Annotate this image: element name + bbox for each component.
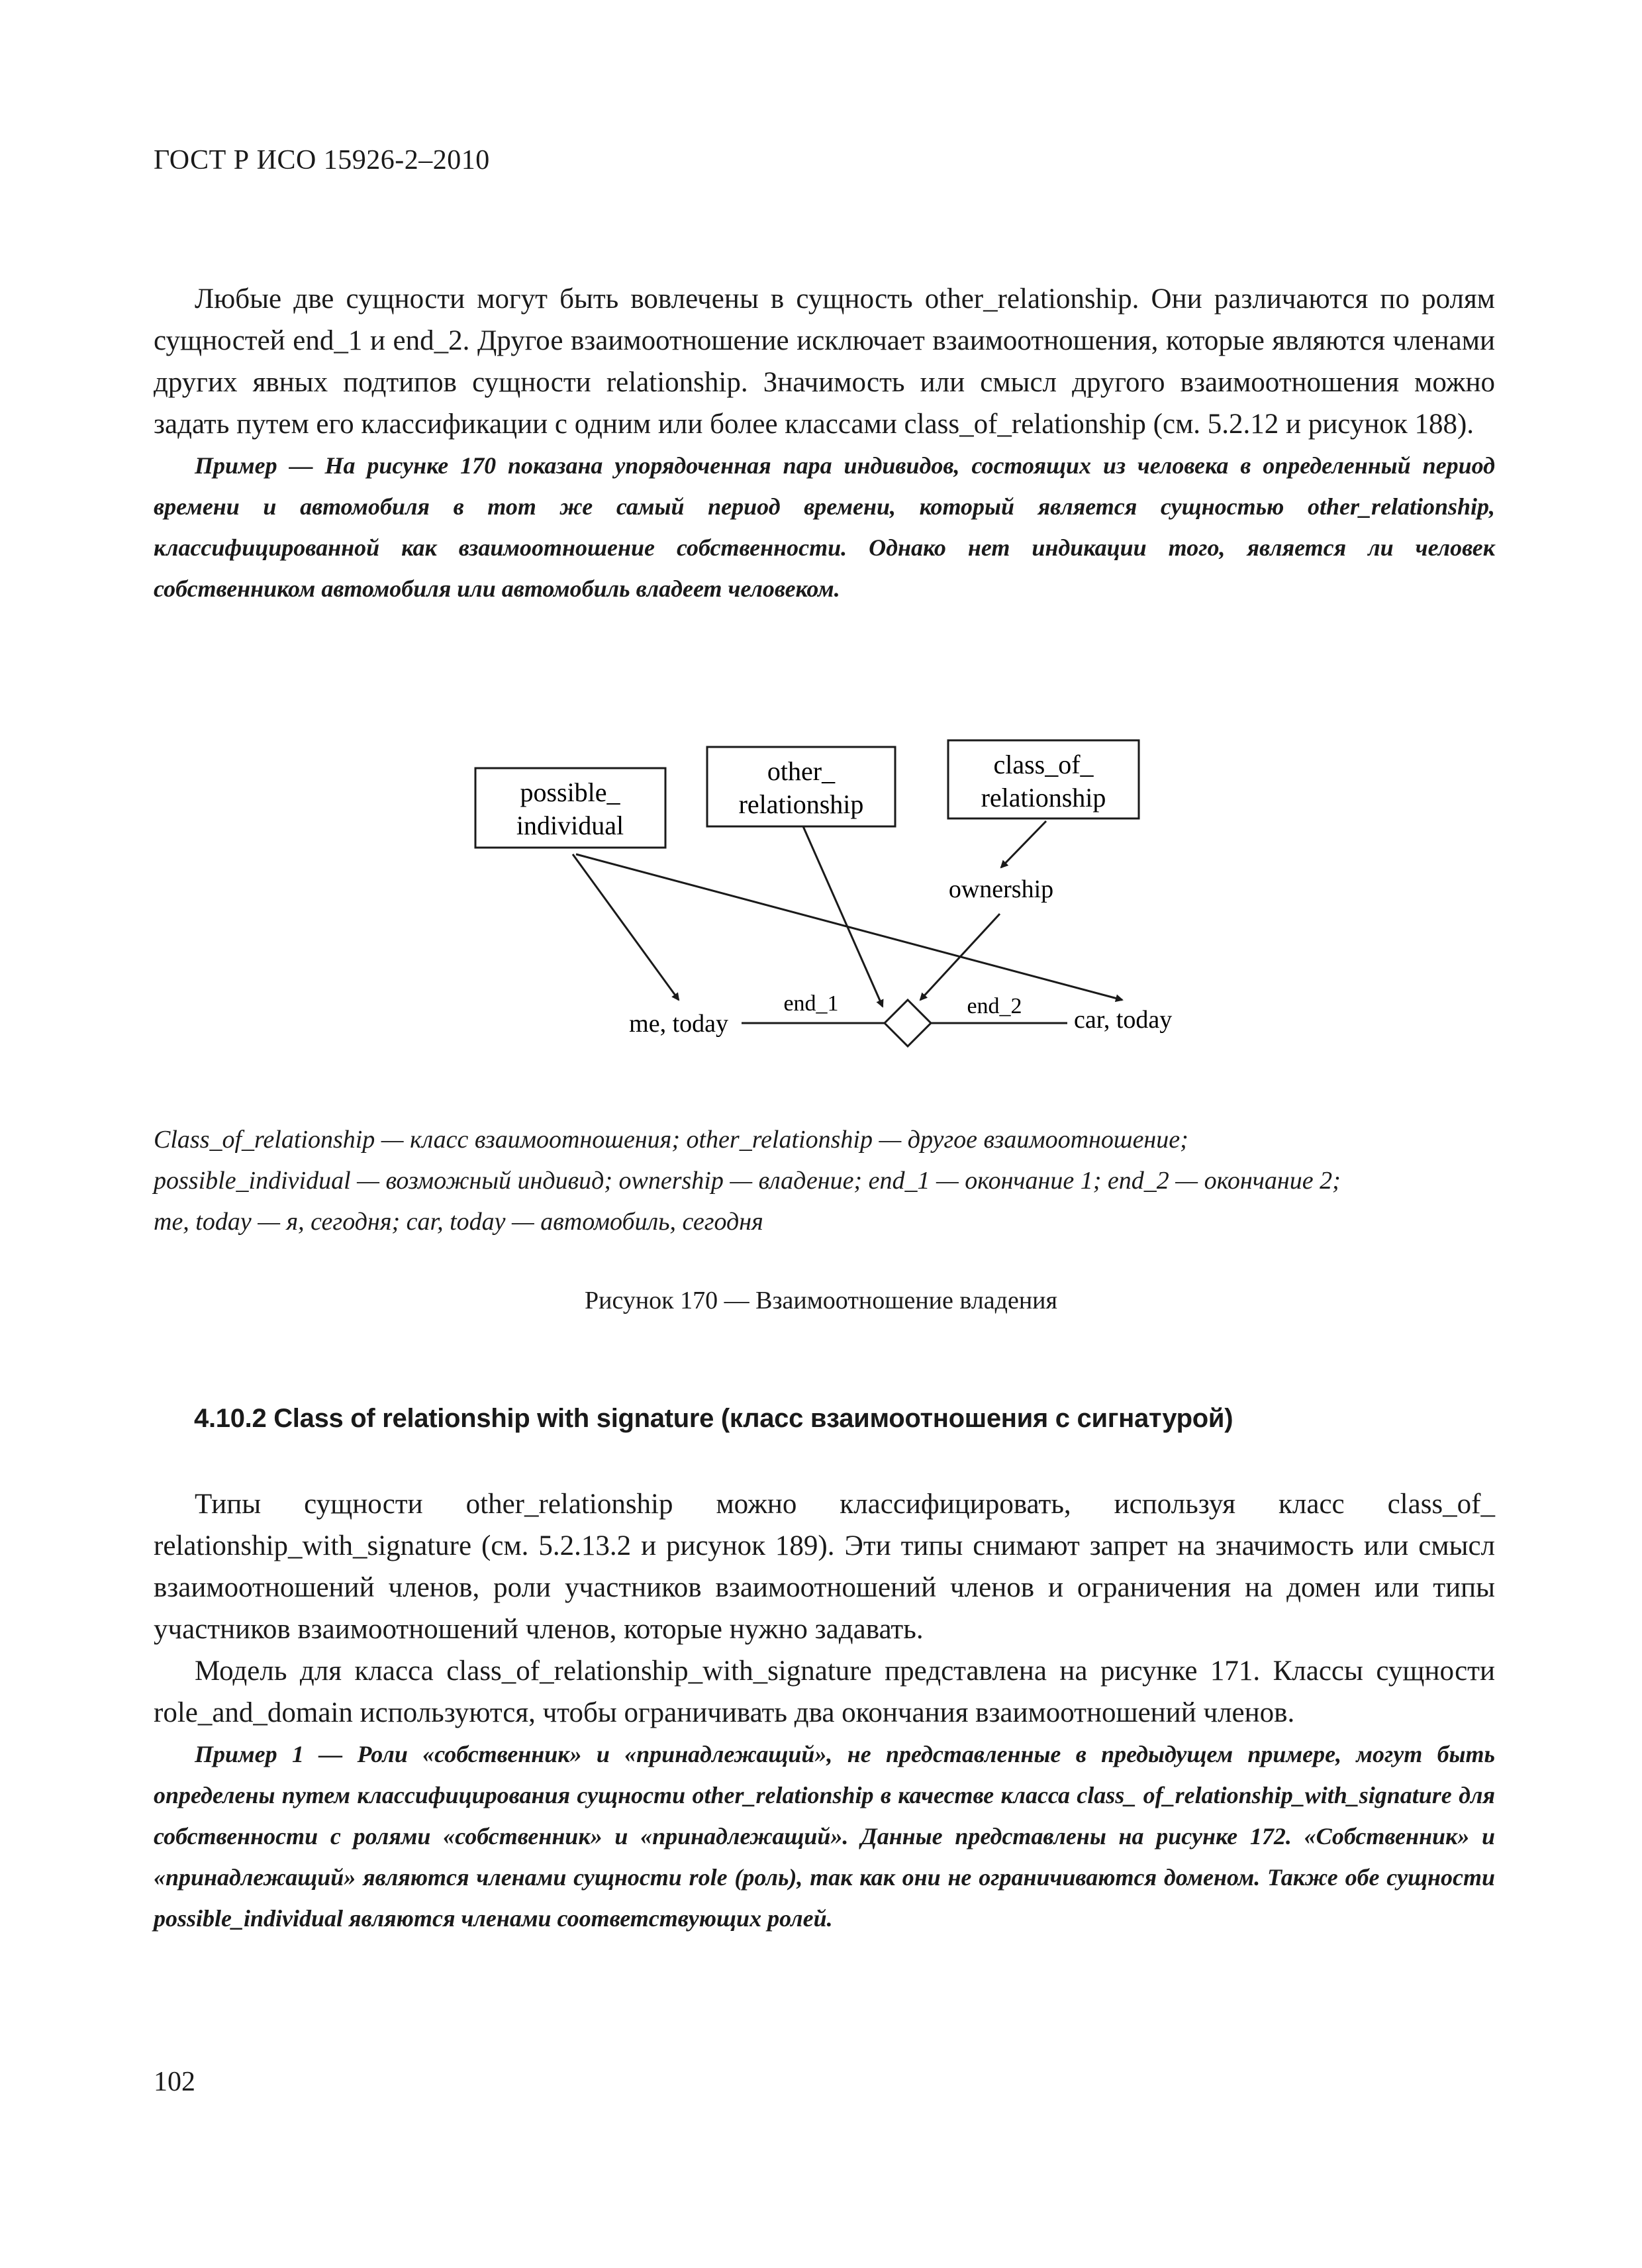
arrow-class-to-ownership bbox=[1001, 821, 1046, 867]
box-possible-individual-line1: possible_ bbox=[520, 777, 620, 807]
arrow-ownership-to-diamond bbox=[920, 914, 1000, 1000]
box-possible-individual bbox=[475, 768, 665, 848]
section-heading: 4.10.2 Class of relationship with signature (класс взаимоотношения с сигнатурой) bbox=[194, 1404, 1233, 1433]
box-other-relationship-line2: relationship bbox=[738, 789, 864, 819]
label-car-today: car, today bbox=[1074, 1006, 1173, 1034]
section-body bbox=[154, 1483, 1495, 1939]
arrow-possible-to-me bbox=[573, 854, 679, 1000]
intro-paragraph: Любые две сущности могут быть вовлечены в сущность other_relationship. Они различаются по ролям сущностей end_1 и end_2. Другое взаимоотношение исключает взаимоотношения, которые являются членами других явных подтипов сущности relationship. Значимость или смысл другого взаимоотношения можно задать путем его классификации с одним или более классами class_of_relationship (см. 5.2.12 и рисунок 188). bbox=[154, 283, 1495, 440]
box-class-of-relationship-line1: class_of_ bbox=[993, 750, 1094, 779]
label-end-2: end_2 bbox=[967, 994, 1022, 1018]
box-possible-individual-line2: individual bbox=[516, 811, 624, 840]
label-me-today: me, today bbox=[629, 1010, 728, 1038]
box-class-of-relationship bbox=[948, 740, 1139, 818]
figure-170-diagram bbox=[0, 715, 1642, 1086]
box-other-relationship-line1: other_ bbox=[767, 756, 836, 786]
legend-line-3: me, today — я, сегодня; car, today — автомобиль, сегодня bbox=[154, 1208, 763, 1236]
page-number: 102 bbox=[154, 2067, 195, 2097]
section-paragraph-2: Модель для класса class_of_relationship_with_signature представлена на рисунке 171. Классы сущности role_and_domain используются, чтобы ограничивать два окончания взаимоотношений членов. bbox=[154, 1655, 1495, 1728]
figure-caption: Рисунок 170 — Взаимоотношение владения bbox=[585, 1287, 1057, 1314]
section-paragraph-1: Типы сущности other_relationship можно классифицировать, используя класс class_of_ relationship_with_signature (см. 5.2.13.2 и рисунок 189). Эти типы снимают запрет на значимость или смысл взаимоотношений членов, роли участников взаимоотношений членов и ограничения на домен или типы участников взаимоотношений членов, которые нужно задавать. bbox=[154, 1489, 1495, 1645]
box-other-relationship bbox=[707, 747, 895, 826]
document-header: ГОСТ Р ИСО 15926-2–2010 bbox=[154, 145, 490, 175]
box-class-of-relationship-line2: relationship bbox=[981, 783, 1106, 813]
intro-example: Пример — На рисунке 170 показана упорядоченная пара индивидов, состоящих из человека в определенный период времени и автомобиля в тот же самый период времени, который является сущностью other_relationship, классифицированной как взаимоотношение собственности. Однако нет индикации того, является ли человек собственником автомобиля или автомобиль владеет человеком. bbox=[154, 452, 1495, 602]
legend-line-2: possible_individual — возможный индивид; ownership — владение; end_1 — окончание 1; end_2 — окончание 2; bbox=[154, 1167, 1341, 1195]
figure-legend bbox=[154, 1119, 1495, 1242]
intro-block bbox=[154, 278, 1495, 609]
label-ownership: ownership bbox=[948, 875, 1054, 903]
label-end-1: end_1 bbox=[783, 991, 839, 1016]
relationship-diamond bbox=[885, 1000, 931, 1046]
section-example: Пример 1 — Роли «собственник» и «принадлежащий», не представленные в предыдущем примере, могут быть определены путем классифицирования сущности other_relationship в качестве класса class_ of_relationship_with_signature для собственности с ролями «собственник» и «принадлежащий». Данные представлены на рисунке 172. «Собственник» и «принадлежащий» являются членами сущности role (роль), так как они не ограничиваются доменом. Также обе сущности possible_individual являются членами соответствующих ролей. bbox=[154, 1741, 1495, 1932]
legend-line-1: Class_of_relationship — класс взаимоотношения; other_relationship — другое взаимоотношение; bbox=[154, 1126, 1188, 1154]
arrow-other-to-diamond bbox=[803, 826, 883, 1007]
